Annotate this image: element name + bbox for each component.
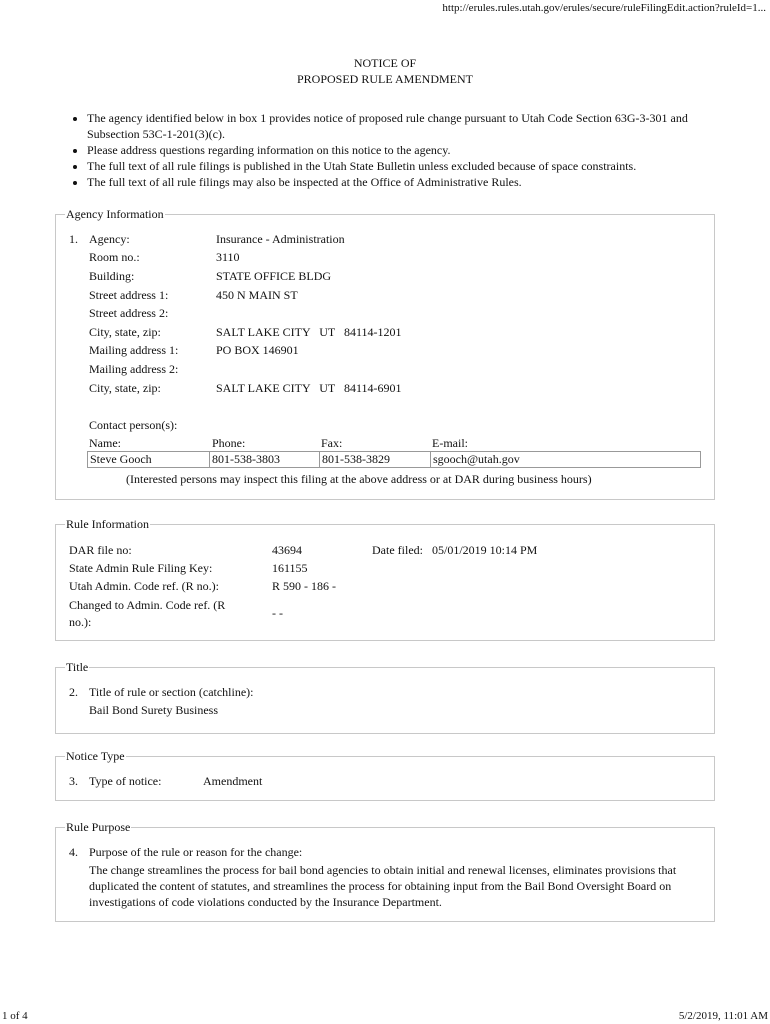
code-ref-value: R 590 - 186 - xyxy=(272,579,336,593)
contact-phone: 801-538-3803 xyxy=(210,452,320,468)
agency-info-legend: Agency Information xyxy=(66,207,164,221)
bullet-item: • The agency identified below in box 1 provides notice of proposed rule change pursuant to Utah Code Section 63G-3-301 and Subsection 53C-1-201(3)(c). xyxy=(87,111,737,143)
street-address-1-label: Street address 1: xyxy=(89,288,169,302)
notice-bullets xyxy=(73,111,737,191)
contact-header-phone: Phone: xyxy=(212,436,246,450)
bullet-item: • Please address questions regarding information on this notice to the agency. xyxy=(87,143,737,159)
contact-heading: Contact person(s): xyxy=(89,418,178,432)
city-state-zip-value: SALT LAKE CITY UT 84114-1201 xyxy=(216,325,402,339)
notice-type-legend: Notice Type xyxy=(66,749,125,763)
item-number: 1. xyxy=(69,232,78,246)
mailing-address-1-value: PO BOX 146901 xyxy=(216,343,299,357)
page-title xyxy=(0,55,770,87)
dar-file-label: DAR file no: xyxy=(69,543,132,557)
title-line-1: NOTICE OF xyxy=(353,56,417,70)
street-address-2-label: Street address 2: xyxy=(89,306,169,320)
print-timestamp: 5/2/2019, 11:01 AM xyxy=(678,1010,768,1022)
item-number: 4. xyxy=(69,845,78,859)
street-address-1-value: 450 N MAIN ST xyxy=(216,288,298,302)
bullet-item: • The full text of all rule filings may also be inspected at the Office of Administrative Rules. xyxy=(87,175,737,191)
contact-header-name: Name: xyxy=(89,436,121,450)
changed-code-ref-label-cont: no.): xyxy=(69,615,92,629)
contact-name: Steve Gooch xyxy=(88,452,210,468)
agency-value: Insurance - Administration xyxy=(216,232,345,246)
room-label: Room no.: xyxy=(89,250,140,264)
changed-code-ref-label: Changed to Admin. Code ref. (R xyxy=(69,598,226,612)
mailing-address-2-label: Mailing address 2: xyxy=(89,362,179,376)
filing-key-value: 161155 xyxy=(272,561,308,575)
mailing-city-state-zip-value: SALT LAKE CITY UT 84114-6901 xyxy=(216,381,402,395)
contact-header-fax: Fax: xyxy=(321,436,343,450)
purpose-text: The change streamlines the process for bail bond agencies to obtain initial and renewal licenses, eliminates provisions that duplicated the content of statutes, and streamlines the process for obtaining input from the Bail Bond Oversight Board on investigations of code violations conducted by the Insurance Department. xyxy=(89,863,677,909)
inspect-note: (Interested persons may inspect this filing at the above address or at DAR during business hours) xyxy=(126,472,592,486)
agency-label: Agency: xyxy=(89,232,130,246)
title-line-2: PROPOSED RULE AMENDMENT xyxy=(296,72,473,87)
contact-fax: 801-538-3829 xyxy=(320,452,431,468)
notice-type-value: Amendment xyxy=(203,774,263,788)
city-state-zip-label: City, state, zip: xyxy=(89,325,161,339)
catchline-value: Bail Bond Surety Business xyxy=(89,703,219,717)
contact-table xyxy=(87,451,701,468)
bullet-item: • The full text of all rule filings is published in the Utah State Bulletin unless excluded because of space constraints. xyxy=(87,159,737,175)
catchline-label: Title of rule or section (catchline): xyxy=(89,685,254,699)
page-url: http://erules.rules.utah.gov/erules/secure/ruleFilingEdit.action?ruleId=1... xyxy=(442,2,766,14)
contact-header-email: E-mail: xyxy=(432,436,468,450)
item-number: 2. xyxy=(69,685,78,699)
page-count: 1 of 4 xyxy=(2,1010,28,1022)
rule-info-legend: Rule Information xyxy=(66,517,149,531)
date-filed-value: 05/01/2019 10:14 PM xyxy=(432,543,538,557)
mailing-address-1-label: Mailing address 1: xyxy=(89,343,179,357)
rule-purpose-legend: Rule Purpose xyxy=(66,820,131,834)
item-number: 3. xyxy=(69,774,78,788)
date-filed-label: Date filed: xyxy=(372,543,423,557)
building-label: Building: xyxy=(89,269,135,283)
notice-type-label: Type of notice: xyxy=(89,774,162,788)
code-ref-label: Utah Admin. Code ref. (R no.): xyxy=(69,579,219,593)
room-value: 3110 xyxy=(216,250,240,264)
building-value: STATE OFFICE BLDG xyxy=(216,269,332,283)
table-row xyxy=(88,452,701,468)
mailing-city-state-zip-label: City, state, zip: xyxy=(89,381,161,395)
purpose-label: Purpose of the rule or reason for the change: xyxy=(89,845,303,859)
dar-file-value: 43694 xyxy=(272,543,302,557)
title-legend: Title xyxy=(66,660,89,674)
changed-code-ref-value: - - xyxy=(272,606,283,620)
contact-email: sgooch@utah.gov xyxy=(431,452,701,468)
filing-key-label: State Admin Rule Filing Key: xyxy=(69,561,213,575)
